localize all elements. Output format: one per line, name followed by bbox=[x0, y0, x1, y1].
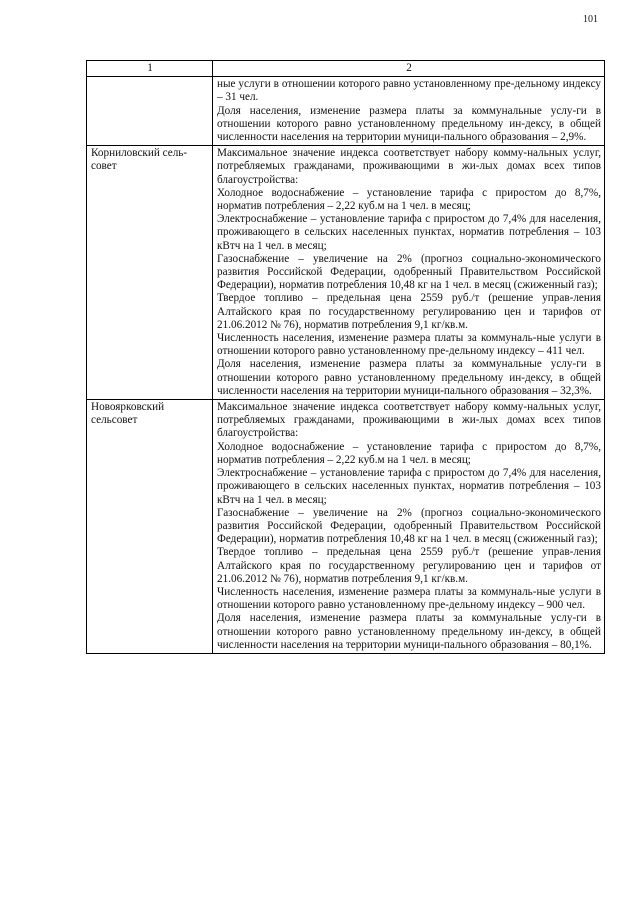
paragraph: Газоснабжение – увеличение на 2% (прогноз социально-экономического развития Российской Федерации, одобренный Правительством Российской Федерации), норматив потребления 10,48 кг на 1 чел. в месяц (сжиженный газ); bbox=[217, 506, 601, 546]
paragraph: ные услуги в отношении которого равно установленному пре-дельному индексу – 31 чел. bbox=[217, 78, 601, 104]
paragraph: Численность населения, изменение размера платы за коммуналь-ные услуги в отношении которого равно установленному пре-дельному индексу – 411 чел. bbox=[217, 332, 601, 358]
paragraph: Газоснабжение – увеличение на 2% (прогноз социально-экономического развития Российской Федерации, одобренный Правительством Российской Федерации), норматив потребления 10,48 кг на 1 чел. в месяц (сжиженный газ); bbox=[217, 252, 601, 292]
municipality-name-cell: Новоярковский сельсовет bbox=[87, 400, 213, 654]
paragraph: Численность населения, изменение размера платы за коммуналь-ные услуги в отношении которого равно установленному пре-дельному индексу – 900 чел. bbox=[217, 585, 601, 612]
tariff-table bbox=[86, 60, 605, 654]
table-row-novoyarkovsky bbox=[87, 400, 605, 654]
header-col-1: 1 bbox=[87, 61, 213, 77]
paragraph: Холодное водоснабжение – установление тарифа с приростом до 8,7%, норматив потребления – 2,22 куб.м на 1 чел. в месяц; bbox=[217, 440, 601, 466]
table-row-kornilovsky bbox=[87, 146, 605, 400]
paragraph: Доля населения, изменение размера платы за коммунальные услу-ги в отношении которого равно установленному предельному ин-дексу, в общей численности населения на территории муници-пального образования – 80,1%. bbox=[217, 612, 601, 651]
paragraph: Максимальное значение индекса соответствует набору комму-нальных услуг, потребляемых гражданами, проживающими в жи-лых домах всех типов благоустройства: bbox=[217, 401, 601, 440]
description-cell bbox=[213, 400, 605, 654]
paragraph: Максимальное значение индекса соответствует набору комму-нальных услуг, потребляемых гражданами, проживающими в жи-лых домах всех типов благоустройства: bbox=[217, 147, 601, 186]
municipality-name-cell bbox=[87, 77, 213, 146]
paragraph: Электроснабжение – установление тарифа с приростом до 7,4% для населения, проживающего в сельских населенных пунктах, норматив потребления – 103 кВтч на 1 чел. в месяц; bbox=[217, 213, 601, 252]
paragraph: Доля населения, изменение размера платы за коммунальные услу-ги в отношении которого равно установленному предельному ин-дексу, в общей численности населения на территории муници-пального образования – 32,3%. bbox=[217, 358, 601, 397]
table-row-continuation bbox=[87, 77, 605, 146]
municipality-name-cell: Корниловский сель-совет bbox=[87, 146, 213, 400]
paragraph: Холодное водоснабжение – установление тарифа с приростом до 8,7%, норматив потребления – 2,22 куб.м на 1 чел. в месяц; bbox=[217, 186, 601, 213]
description-cell bbox=[213, 77, 605, 146]
page-number: 101 bbox=[583, 14, 598, 25]
paragraph: Электроснабжение – установление тарифа с приростом до 7,4% для населения, проживающего в сельских населенных пунктах, норматив потребления – 103 кВтч на 1 чел. в месяц; bbox=[217, 467, 601, 506]
description-cell bbox=[213, 146, 605, 400]
paragraph: Твердое топливо – предельная цена 2559 руб./т (решение управ-ления Алтайского края по государственному регулированию цен и тарифов от 21.06.2012 № 76), норматив потребления 9,1 кг/кв.м. bbox=[217, 546, 601, 585]
table-header-row bbox=[87, 61, 605, 77]
paragraph: Доля населения, изменение размера платы за коммунальные услу-ги в отношении которого равно установленному предельному ин-дексу, в общей численности населения на территории муници-пального образования – 2,9%. bbox=[217, 104, 601, 144]
paragraph: Твердое топливо – предельная цена 2559 руб./т (решение управ-ления Алтайского края по государственному регулированию цен и тарифов от 21.06.2012 № 76), норматив потребления 9,1 кг/кв.м. bbox=[217, 292, 601, 331]
header-col-2: 2 bbox=[213, 61, 605, 77]
